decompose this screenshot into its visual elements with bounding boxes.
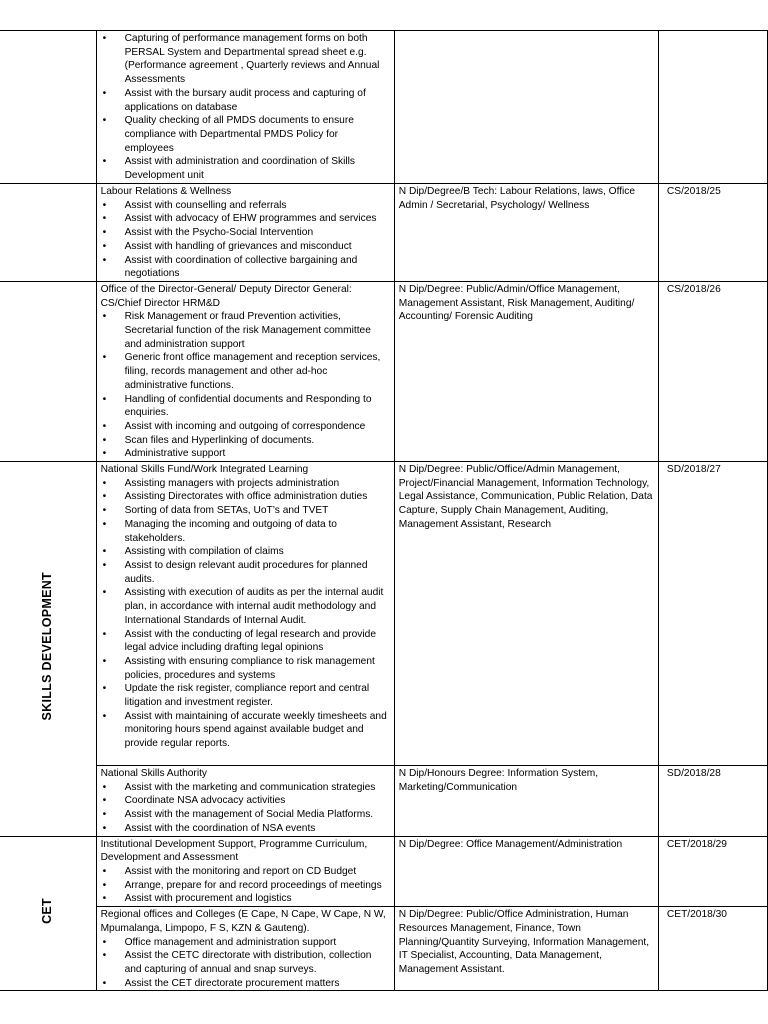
duties-list — [101, 310, 390, 461]
list-item: • Assist with procurement and logistics — [101, 892, 390, 906]
qualification-cell: N Dip/Degree: Public/Office Administration, Human Resources Management, Finance, Town Planning/Quantity Surveying, Information Management, IT Specialist, Accounting, Data Management, Management Assistant. — [394, 907, 658, 991]
qualification-cell: N Dip/Honours Degree: Information System, Marketing/Communication — [394, 766, 658, 837]
qualification-cell: N Dip/Degree: Public/Office/Admin Management, Project/Financial Management, Information Technology, Legal Assistance, Communication, Public Relation, Data Capture, Supply Chain Management, Auditing, Management Assistant, Research — [394, 462, 658, 766]
list-item: • Assist with the management of Social Media Platforms. — [101, 808, 390, 822]
list-item: • Assist with counselling and referrals — [101, 199, 390, 213]
list-item: • Assisting managers with projects administration — [101, 477, 390, 491]
list-item: • Assist with the bursary audit process and capturing of applications on database — [101, 87, 390, 114]
qualification-cell: N Dip/Degree/B Tech: Labour Relations, laws, Office Admin / Secretarial, Psychology/ Wellness — [394, 184, 658, 282]
unit-heading: Regional offices and Colleges (E Cape, N Cape, W Cape, N W, Mpumalanga, Limpopo, F S, KZN & Gauteng). — [100, 909, 386, 934]
dept-cell — [0, 281, 96, 461]
unit-heading: National Skills Authority — [100, 768, 208, 780]
department-label: SKILLS DEVELOPMENT — [39, 572, 54, 721]
list-item: • Assisting with compilation of claims — [101, 545, 390, 559]
list-item: • Scan files and Hyperlinking of documents. — [101, 434, 390, 448]
list-item: • Assist with the coordination of NSA events — [101, 822, 390, 836]
list-item: • Assist with incoming and outgoing of correspondence — [101, 420, 390, 434]
qualification-cell — [394, 31, 658, 184]
duties-list — [101, 199, 390, 281]
list-item: • Arrange, prepare for and record proceedings of meetings — [101, 879, 390, 893]
unit-heading: Labour Relations & Wellness — [100, 186, 232, 197]
dept-cell — [0, 462, 96, 837]
list-item: • Generic front office management and reception services, filing, records management and other ad-hoc administrative functions. — [101, 351, 390, 392]
duties-cell — [96, 462, 394, 766]
list-item: • Capturing of performance management forms on both PERSAL System and Departmental spread sheet e.g. (Performance agreement , Quarterly reviews and Annual Assessments — [101, 32, 390, 87]
list-item: • Assist to design relevant audit procedures for planned audits. — [101, 559, 390, 586]
duties-list — [101, 32, 390, 183]
table-row — [0, 281, 768, 461]
list-item: • Assisting with execution of audits as per the internal audit plan, in accordance with internal audit methodology and International Standards of Internal Audit. — [101, 586, 390, 627]
reference-cell: SD/2018/28 — [658, 766, 767, 837]
table-row — [0, 907, 768, 991]
list-item: • Assist with coordination of collective bargaining and negotiations — [101, 254, 390, 281]
duties-list — [101, 477, 390, 751]
duties-cell — [96, 184, 394, 282]
duties-cell — [96, 907, 394, 991]
list-item: • Assist the CETC directorate with distribution, collection and capturing of annual and snap surveys. — [101, 949, 390, 976]
list-item: • Sorting of data from SETAs, UoT’s and TVET — [101, 504, 390, 518]
reference-cell — [658, 31, 767, 184]
table-row — [0, 462, 768, 766]
department-label: CET — [39, 898, 54, 925]
list-item: • Risk Management or fraud Prevention activities, Secretarial function of the risk Management committee and administration support — [101, 310, 390, 351]
unit-heading: Institutional Development Support, Programme Curriculum, Development and Assessment — [100, 838, 368, 864]
list-item: • Assist with the marketing and communication strategies — [101, 781, 390, 795]
list-item: • Administrative support — [101, 447, 390, 461]
list-item: • Assist with administration and coordination of Skills Development unit — [101, 155, 390, 182]
list-item: • Office management and administration support — [101, 936, 390, 950]
list-item: • Assist with the monitoring and report on CD Budget — [101, 865, 390, 879]
vacancy-table — [0, 30, 768, 991]
duties-cell — [96, 836, 394, 907]
list-item: • Coordinate NSA advocacy activities — [101, 794, 390, 808]
reference-cell: CET/2018/29 — [658, 836, 767, 907]
unit-heading: National Skills Fund/Work Integrated Learning — [100, 464, 309, 476]
list-item: • Assist with the Psycho-Social Intervention — [101, 226, 390, 240]
list-item: • Update the risk register, compliance report and central litigation and investment register. — [101, 682, 390, 709]
duties-list — [101, 936, 390, 991]
duties-list — [101, 865, 390, 906]
list-item: • Quality checking of all PMDS documents to ensure compliance with Departmental PMDS Policy for employees — [101, 114, 390, 155]
qualification-cell: N Dip/Degree: Office Management/Administration — [394, 836, 658, 907]
list-item: • Assist with advocacy of EHW programmes and services — [101, 212, 390, 226]
list-item: • Assist with the conducting of legal research and provide legal advice including drafting legal opinions — [101, 628, 390, 655]
duties-cell — [96, 281, 394, 461]
reference-cell: CET/2018/30 — [658, 907, 767, 991]
list-item: • Assisting Directorates with office administration duties — [101, 490, 390, 504]
list-item: • Managing the incoming and outgoing of data to stakeholders. — [101, 518, 390, 545]
table-row — [0, 836, 768, 907]
qualification-cell: N Dip/Degree: Public/Admin/Office Management, Management Assistant, Risk Management, Auditing/ Accounting/ Forensic Auditing — [394, 281, 658, 461]
table-row — [0, 184, 768, 282]
duties-cell — [96, 766, 394, 837]
list-item: • Assist with handling of grievances and misconduct — [101, 240, 390, 254]
list-item: • Assist with maintaining of accurate weekly timesheets and monitoring hours spend against available budget and provide regular reports. — [101, 710, 390, 751]
reference-cell: CS/2018/26 — [658, 281, 767, 461]
list-item: • Assisting with ensuring compliance to risk management policies, procedures and systems — [101, 655, 390, 682]
dept-cell — [0, 184, 96, 282]
dept-cell — [0, 836, 96, 991]
list-item: • Assist the CET directorate procurement matters — [101, 977, 390, 991]
duties-cell — [96, 31, 394, 184]
duties-list — [101, 781, 390, 836]
list-item: • Handling of confidential documents and Responding to enquiries. — [101, 393, 390, 420]
reference-cell: CS/2018/25 — [658, 184, 767, 282]
unit-heading: Office of the Director-General/ Deputy Director General: CS/Chief Director HRM&D — [100, 283, 352, 309]
table-row — [0, 766, 768, 837]
reference-cell: SD/2018/27 — [658, 462, 767, 766]
dept-cell — [0, 31, 96, 184]
table-row — [0, 31, 768, 184]
